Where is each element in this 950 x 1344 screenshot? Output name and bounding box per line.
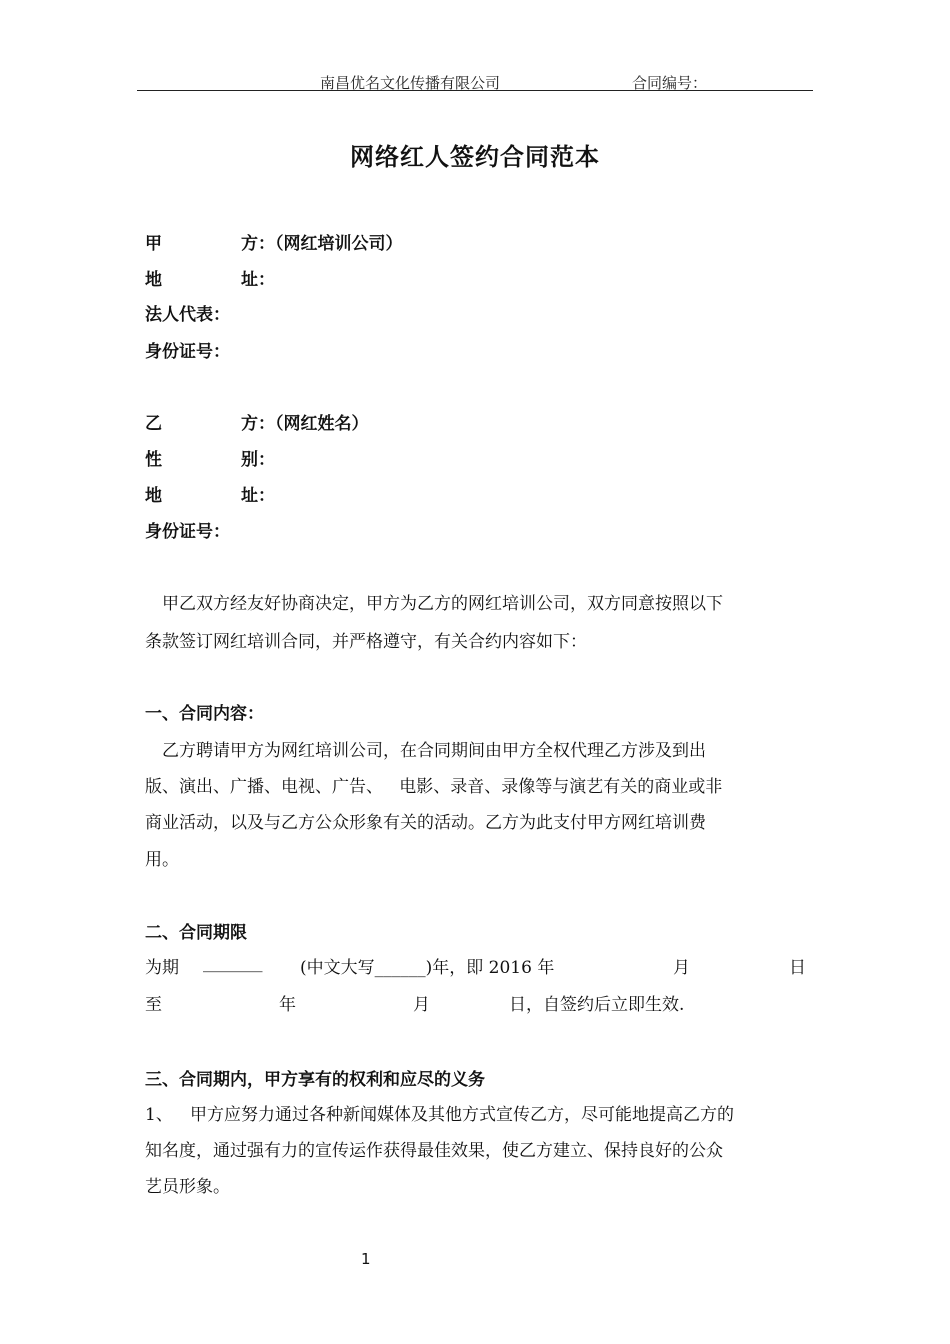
header-company: 南昌优名文化传播有限公司 <box>320 74 501 92</box>
document-title: 网络红人签约合同范本 <box>350 143 600 171</box>
section-3-line-3: 艺员形象。 <box>145 1177 230 1197</box>
intro-line-1: 甲乙双方经友好协商决定，甲方为乙方的网红培训公司，双方同意按照以下 <box>162 594 723 614</box>
term-start-month: 月 <box>673 958 690 978</box>
term-for-label: 为期 <box>145 958 179 978</box>
party-b-label-left: 乙 <box>145 414 162 434</box>
party-b-address-left: 地 <box>145 486 162 506</box>
section-2-heading: 二、合同期限 <box>145 923 247 943</box>
party-a-label-left: 甲 <box>145 234 162 254</box>
party-b-gender-left: 性 <box>145 450 162 470</box>
section-1-line-2: 版、演出、广播、电视、广告、 电影、录音、录像等与演艺有关的商业或非 <box>145 777 723 797</box>
intro-line-2: 条款签订网红培训合同，并严格遵守，有关合约内容如下： <box>145 632 587 652</box>
section-1-heading: 一、合同内容： <box>145 704 264 724</box>
section-1-line-4: 用。 <box>145 850 179 870</box>
party-a-address-left: 地 <box>145 270 162 290</box>
term-years-blank: _______ <box>203 953 263 973</box>
term-chinese-and-start-year: (中文大写______)年，即 2016 年 <box>300 958 555 978</box>
page-number: 1 <box>361 1250 371 1268</box>
section-1-line-1: 乙方聘请甲方为网红培训公司，在合同期间由甲方全权代理乙方涉及到出 <box>162 741 706 761</box>
party-b-address-right: 址： <box>241 486 275 506</box>
header-contract-no-label: 合同编号： <box>632 74 708 92</box>
term-end-year: 年 <box>279 995 296 1015</box>
party-a-id-label: 身份证号： <box>145 342 230 362</box>
party-a-label-right: 方：（网红培训公司） <box>241 234 403 254</box>
section-3-line-2: 知名度，通过强有力的宣传运作获得最佳效果，使乙方建立、保持良好的公众 <box>145 1141 723 1161</box>
section-3-item-number: 1、 <box>145 1105 173 1125</box>
section-3-line-1: 甲方应努力通过各种新闻媒体及其他方式宣传乙方，尽可能地提高乙方的 <box>190 1105 734 1125</box>
term-to-label: 至 <box>145 995 162 1015</box>
header-rule <box>137 90 813 91</box>
term-start-day: 日 <box>789 958 806 978</box>
term-end-day-effective: 日，自签约后立即生效. <box>509 995 685 1015</box>
term-end-month: 月 <box>413 995 430 1015</box>
party-b-id-label: 身份证号： <box>145 522 230 542</box>
party-b-gender-right: 别： <box>241 450 275 470</box>
party-a-representative-label: 法人代表： <box>145 305 230 325</box>
section-3-heading: 三、合同期内，甲方享有的权利和应尽的义务 <box>145 1070 485 1090</box>
section-1-line-3: 商业活动，以及与乙方公众形象有关的活动。乙方为此支付甲方网红培训费 <box>145 813 706 833</box>
party-a-address-right: 址： <box>241 270 275 290</box>
party-b-label-right: 方：（网红姓名） <box>241 414 369 434</box>
